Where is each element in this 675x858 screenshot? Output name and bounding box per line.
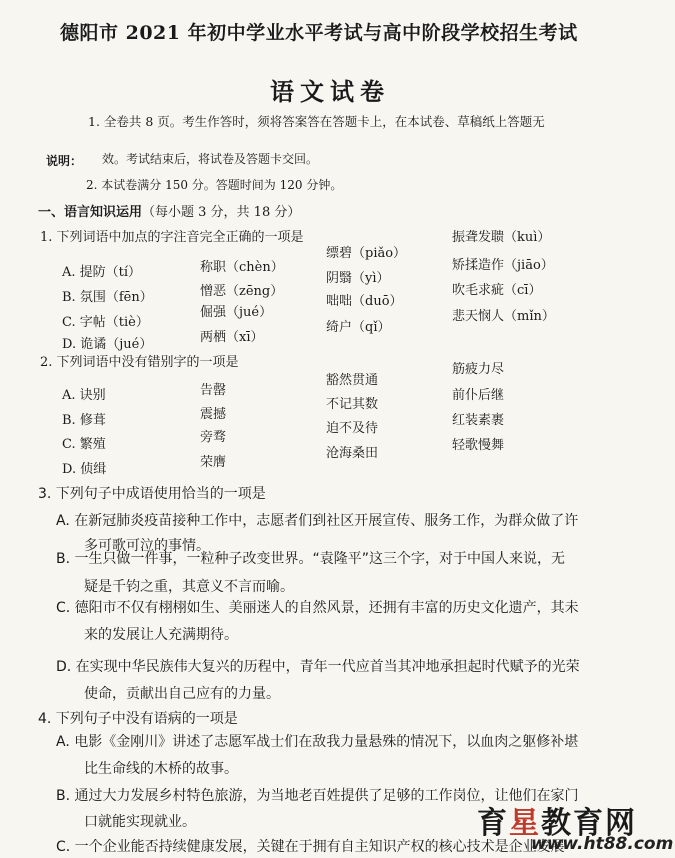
watermark-brand: 育星教育网: [477, 806, 637, 841]
q3-option-d-line-1: D. 在实现中华民族伟大复兴的历程中，青年一代应首当其冲地承担起时代赋予的光荣: [56, 659, 580, 675]
q1-cell: A. 提防（tí）: [62, 265, 142, 280]
q2-cell: 轻歌慢舞: [452, 438, 505, 453]
q2-stem: 2. 下列词语中没有错别字的一项是: [40, 355, 239, 370]
q3-option-d-line-2: 使命，贡献出自己应有的力量。: [84, 686, 280, 702]
instructions-label: 说明：: [46, 154, 83, 168]
q4-option-c-line-1: C. 一个企业能否持续健康发展，关键在于拥有自主知识产权的核心技术是企业发展: [56, 839, 565, 855]
q2-cell: 豁然贯通: [326, 373, 379, 388]
q2-cell: 震撼: [200, 407, 227, 422]
q1-cell: 绮户（qǐ）: [326, 320, 391, 335]
q2-cell: 前仆后继: [452, 388, 505, 403]
exam-title: 德阳市 2021 年初中学业水平考试与高中阶段学校招生考试: [60, 22, 578, 44]
q2-cell: A. 诀别: [62, 388, 106, 403]
q1-cell: D. 诡谲（jué）: [62, 337, 153, 352]
q2-cell: C. 繁殖: [62, 437, 106, 452]
q2-cell: 荣膺: [200, 455, 227, 470]
q2-cell: 沧海桑田: [326, 446, 379, 461]
q4-option-b-line-2: 口就能实现就业。: [84, 814, 196, 830]
q3-option-c-line-1: C. 德阳市不仅有栩栩如生、美丽迷人的自然风景，还拥有丰富的历史文化遗产，其未: [56, 600, 579, 616]
q3-option-b-line-1: B. 一生只做一件事，一粒种子改变世界。“袁隆平”这三个字，对于中国人来说，无: [56, 551, 566, 567]
q4-option-b-line-1: B. 通过大力发展乡村特色旅游，为当地老百姓提供了足够的工作岗位，让他们在家门: [56, 788, 579, 804]
instruction-item-1-line-1: 1. 全卷共 8 页。考生作答时，须将答案答在答题卡上，在本试卷、草稿纸上答题无: [88, 114, 545, 129]
watermark-url: www.ht88.com: [531, 834, 674, 854]
q1-cell: 称职（chèn）: [200, 260, 284, 275]
q1-cell: C. 字帖（tiè）: [62, 315, 149, 330]
q1-cell: 悲天悯人（mǐn）: [452, 309, 555, 324]
instruction-item-1-line-2: 效。考试结束后，将试卷及答题卡交回。: [102, 152, 319, 166]
section-1-heading: 一、语言知识运用: [38, 205, 143, 220]
q3-option-c-line-2: 来的发展让人充满期待。: [84, 627, 238, 643]
q2-cell: 旁骛: [200, 430, 227, 445]
instruction-item-2: 2. 本试卷满分 150 分。答题时间为 120 分钟。: [86, 178, 343, 192]
section-1-note: （每小题 3 分，共 18 分）: [142, 205, 301, 220]
q1-cell: 两栖（xī）: [200, 330, 264, 345]
q3-option-a-line-1: A. 在新冠肺炎疫苗接种工作中，志愿者们到社区开展宣传、服务工作，为群众做了许: [56, 513, 579, 529]
q2-cell: D. 侦缉: [62, 462, 107, 477]
q1-cell: B. 氛围（fēn）: [62, 290, 153, 305]
watermark-star-char: 星: [509, 806, 541, 841]
q4-option-a-line-1: A. 电影《金刚川》讲述了志愿军战士们在敌我力量悬殊的情况下，以血肉之躯修补堪: [56, 734, 579, 750]
q2-cell: 告罄: [200, 383, 227, 398]
q2-cell: 筋疲力尽: [452, 362, 505, 377]
q4-stem: 4. 下列句子中没有语病的一项是: [38, 711, 238, 727]
watermark-logo: [471, 798, 674, 854]
section-1-heading-row: [38, 201, 300, 220]
q1-cell: 振聋发聩（kuì）: [452, 230, 551, 245]
q1-stem: 1. 下列词语中加点的字注音完全正确的一项是: [40, 230, 304, 245]
q1-cell: 咄咄（duō）: [326, 294, 403, 309]
q1-cell: 憎恶（zēng）: [200, 284, 284, 299]
q3-option-a-line-2: 多可歌可泣的事情。: [84, 538, 210, 554]
q1-cell: 矫揉造作（jiāo）: [452, 258, 554, 273]
q1-cell: 吹毛求疵（cī）: [452, 283, 542, 298]
q2-cell: 迫不及待: [326, 421, 379, 436]
q3-stem: 3. 下列句子中成语使用恰当的一项是: [38, 486, 266, 502]
paper-subtitle: 语文试卷: [270, 77, 390, 106]
q3-option-b-line-2: 疑是千钧之重，其意义不言而喻。: [84, 579, 294, 595]
q1-cell: 缥碧（piǎo）: [326, 246, 407, 261]
q2-cell: B. 修葺: [62, 413, 106, 428]
q4-option-a-line-2: 比生命线的木桥的故事。: [84, 761, 238, 777]
q2-cell: 不记其数: [326, 397, 379, 412]
q2-cell: 红装素裹: [452, 413, 505, 428]
q1-cell: 阴翳（yì）: [326, 271, 390, 286]
q1-cell: 倔强（jué）: [200, 305, 273, 320]
